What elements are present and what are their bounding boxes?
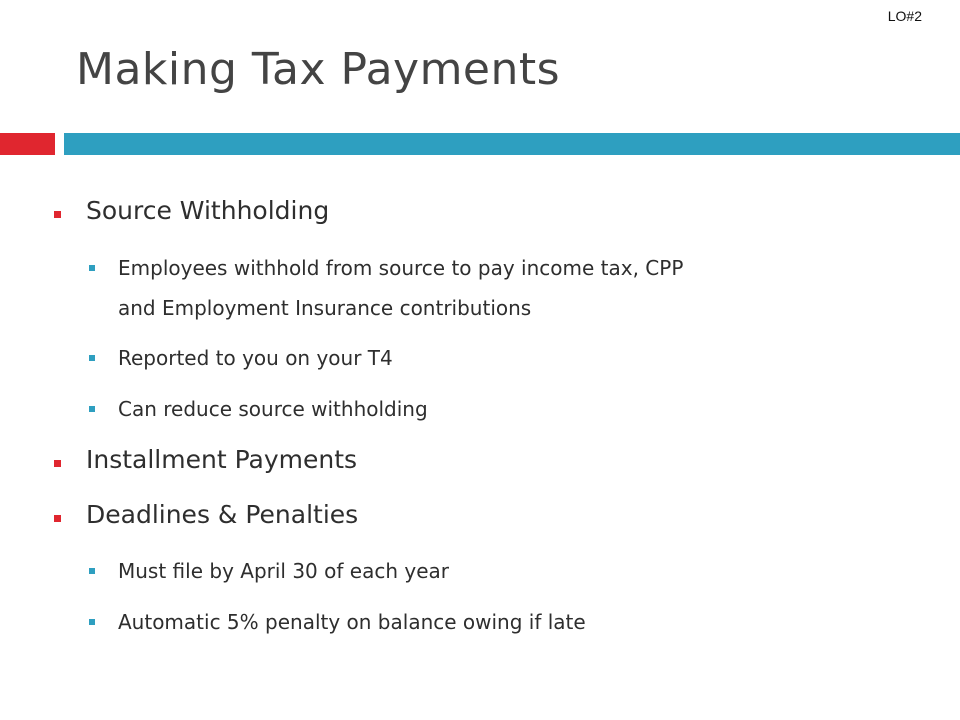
bullet-marker-icon	[54, 515, 61, 522]
bullet-marker-icon	[54, 460, 61, 467]
bullet-source-withholding: Source Withholding	[86, 196, 330, 225]
sub-bullet-marker-icon	[89, 406, 95, 412]
sub-bullet-file-april: Must file by April 30 of each year	[118, 559, 449, 583]
bullet-deadlines-penalties: Deadlines & Penalties	[86, 500, 359, 529]
learning-objective-tag: LO#2	[887, 8, 922, 24]
sub-bullet-employees-withhold: Employees withhold from source to pay income tax, CPP	[118, 256, 684, 280]
sub-bullet-marker-icon	[89, 265, 95, 271]
sub-bullet-penalty: Automatic 5% penalty on balance owing if late	[118, 610, 586, 634]
bullet-marker-icon	[54, 211, 61, 218]
sub-bullet-reduce-withholding: Can reduce source withholding	[118, 397, 428, 421]
sub-bullet-marker-icon	[89, 355, 95, 361]
slide-title: Making Tax Payments	[76, 44, 561, 95]
sub-bullet-marker-icon	[89, 619, 95, 625]
sub-bullet-marker-icon	[89, 568, 95, 574]
bullet-installment-payments: Installment Payments	[86, 445, 358, 474]
sub-bullet-reported-t4: Reported to you on your T4	[118, 346, 393, 370]
sub-bullet-employees-withhold-cont: and Employment Insurance contributions	[118, 296, 532, 320]
